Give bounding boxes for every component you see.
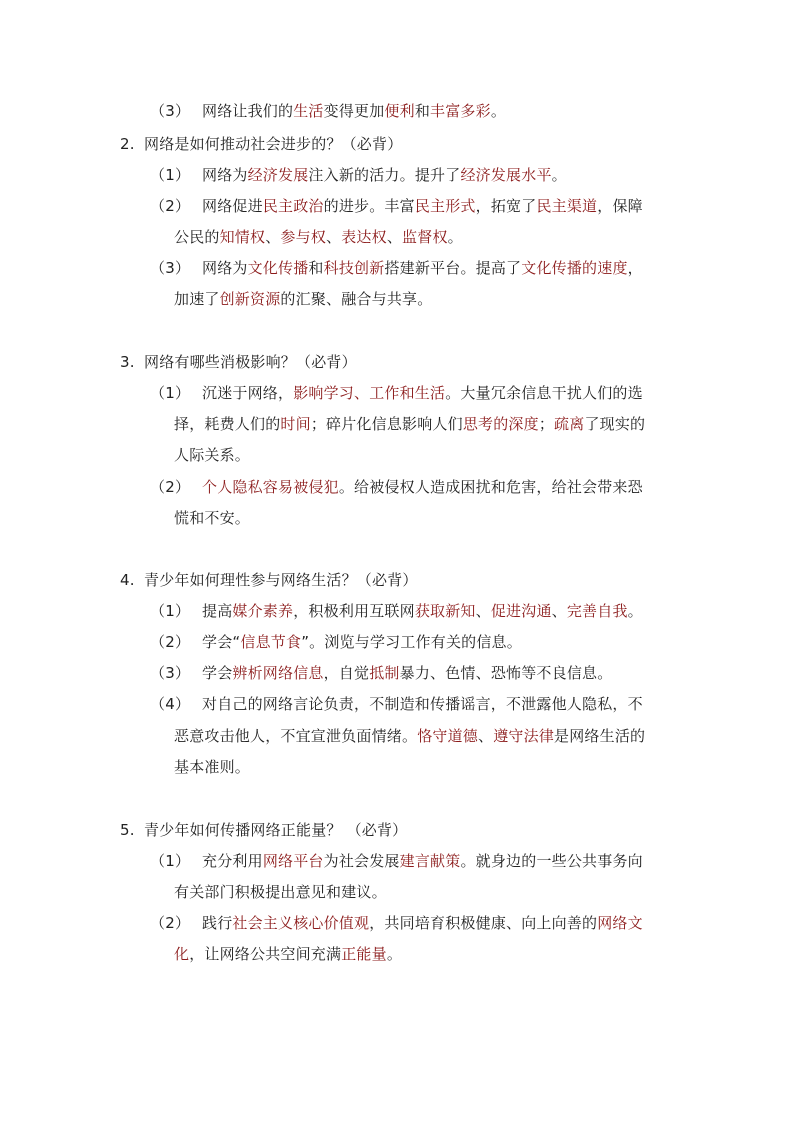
key-term: 获取新知 (414, 602, 476, 620)
text: 学会 (202, 664, 233, 682)
text: 基本准则。 (174, 758, 251, 776)
question-number: 2. (120, 135, 135, 153)
text: 。给被侵权人造成困扰和危害，给社会带来恐 (338, 478, 643, 496)
key-term: 完善自我 (566, 602, 628, 620)
text: 提高 (202, 602, 233, 620)
text: ； (538, 415, 555, 433)
text: 充分利用 (202, 852, 263, 870)
text: ，共同培育积极健康、向上向善的 (369, 914, 598, 932)
key-term: 促进沟通 (490, 602, 552, 620)
item-number: （3） (150, 664, 191, 682)
question-number: 3. (120, 353, 135, 371)
text: 。 (386, 945, 403, 963)
text: 网络促进 (202, 197, 263, 215)
text: 变得更加 (323, 102, 385, 120)
text: ，让网络公共空间充满 (189, 945, 342, 963)
q5-item-2 (150, 913, 643, 933)
q5-item-1-continued (174, 882, 387, 902)
item-number: （2） (150, 914, 191, 932)
text: 的汇聚、融合与共享。 (280, 290, 433, 308)
key-term: 经济发展 (247, 166, 309, 184)
item-number: （1） (150, 166, 191, 184)
key-term: 个人隐私容易被侵犯 (202, 478, 339, 496)
item-number: （3） (150, 259, 191, 277)
text: 、 (326, 228, 342, 246)
q1-item-3 (150, 101, 506, 121)
key-term: 辨析网络信息 (232, 664, 324, 682)
question-3-heading (120, 352, 357, 372)
key-term: 民主渠道 (536, 197, 598, 215)
q3-item-1-continued (174, 414, 645, 434)
text: 注入新的活力。提升了 (308, 166, 461, 184)
item-number: （1） (150, 602, 191, 620)
text: 了现实的 (584, 415, 646, 433)
text: 是网络生活的 (554, 727, 646, 745)
text: 、 (265, 228, 281, 246)
q4-item-4-continued (174, 726, 645, 746)
key-term: 社会主义核心价值观 (232, 914, 370, 932)
text: 有关部门积极提出意见和建议。 (174, 883, 387, 901)
q2-item-3-continued (174, 289, 432, 309)
q3-item-2 (150, 477, 643, 497)
text: 对自己的网络言论负责，不制造和传播谣言，不泄露他人隐私，不 (202, 695, 643, 713)
text: 择，耗费人们的 (174, 415, 281, 433)
key-term: 思考的深度 (462, 415, 539, 433)
key-term: 时间 (280, 415, 311, 433)
key-term: 抵制 (369, 664, 400, 682)
key-term: 民主政治 (262, 197, 324, 215)
key-term: 遵守法律 (493, 727, 555, 745)
key-term: 民主形式 (414, 197, 476, 215)
q2-item-1 (150, 165, 567, 185)
key-term: 化 (174, 945, 190, 963)
question-text: 网络是如何推动社会进步的？（必背） (144, 135, 403, 153)
key-term: 监督权 (402, 228, 448, 246)
text: 暴力、色情、恐怖等不良信息。 (399, 664, 613, 682)
text: 恶意攻击他人，不宜宣泄负面情绪。 (174, 727, 418, 745)
q2-item-2 (150, 196, 643, 216)
text: 。大量冗余信息干扰人们的选 (445, 384, 643, 402)
item-number: （1） (150, 384, 191, 402)
key-term: 网络文 (597, 914, 643, 932)
text: 加速了 (174, 290, 220, 308)
key-term: 媒介素养 (232, 602, 294, 620)
key-term: 表达权 (341, 228, 387, 246)
question-text: 青少年如何传播网络正能量？ （必背） (144, 821, 408, 839)
text: 践行 (202, 914, 233, 932)
q4-item-4-continued-2 (174, 757, 250, 777)
key-term: 网络平台 (262, 852, 324, 870)
key-term: 文化传播的速度 (521, 259, 628, 277)
text: 网络让我们的 (202, 102, 294, 120)
key-term: 便利 (384, 102, 415, 120)
item-number: （1） (150, 852, 191, 870)
item-number: （4） (150, 695, 191, 713)
q4-item-3 (150, 663, 612, 683)
text: 、 (551, 602, 567, 620)
key-term: 科技创新 (323, 259, 385, 277)
question-text: 青少年如何理性参与网络生活？（必背） (144, 571, 418, 589)
question-number: 4. (120, 571, 135, 589)
item-number: （2） (150, 633, 191, 651)
key-term: 疏离 (554, 415, 585, 433)
item-number: （2） (150, 197, 191, 215)
text: 。 (627, 602, 643, 620)
text: 和 (414, 102, 431, 120)
question-2-heading (120, 134, 402, 154)
text: 学会“ (202, 633, 241, 651)
text: 网络为 (202, 166, 248, 184)
text: 沉迷于网络， (202, 384, 294, 402)
text: ，积极利用互联网 (293, 602, 415, 620)
text: 。 (447, 228, 463, 246)
key-term: 恪守道德 (417, 727, 479, 745)
text: 。 (490, 102, 507, 120)
text: 网络为 (202, 259, 248, 277)
key-term: 参与权 (280, 228, 327, 246)
text: 。就身边的一些公共事务向 (460, 852, 643, 870)
q4-item-2 (150, 632, 522, 652)
text: 、 (386, 228, 403, 246)
key-term: 生活 (293, 102, 324, 120)
text: 和 (308, 259, 324, 277)
question-4-heading (120, 570, 418, 590)
key-term: 文化传播 (247, 259, 309, 277)
text: 为社会发展 (323, 852, 400, 870)
text: 人际关系。 (174, 446, 251, 464)
text: 搭建新平台。提高了 (384, 259, 522, 277)
text: ”。浏览与学习工作有关的信息。 (301, 633, 522, 651)
key-term: 建言献策 (399, 852, 461, 870)
text: ，拓宽了 (475, 197, 537, 215)
text: 公民的 (174, 228, 220, 246)
text: ，保障 (597, 197, 643, 215)
q3-item-1-continued-2 (174, 445, 250, 465)
q2-item-3 (150, 258, 643, 278)
key-term: 经济发展水平 (460, 166, 552, 184)
key-term: 信息节食 (240, 633, 302, 651)
key-term: 影响学习、工作和生活 (293, 384, 446, 402)
key-term: 创新资源 (219, 290, 281, 308)
key-term: 正能量 (341, 945, 387, 963)
text: 。 (551, 166, 567, 184)
q3-item-2-continued (174, 508, 250, 528)
q5-item-2-continued (174, 944, 402, 964)
q4-item-4 (150, 694, 643, 714)
item-number: （2） (150, 478, 191, 496)
q5-item-1 (150, 851, 643, 871)
text: ；碎片化信息影响人们 (310, 415, 463, 433)
item-number: （3） (150, 102, 191, 120)
text: 、 (478, 727, 494, 745)
text: ， (627, 259, 643, 277)
text: 、 (475, 602, 491, 620)
question-5-heading (120, 820, 407, 840)
key-term: 知情权 (219, 228, 266, 246)
q3-item-1 (150, 383, 643, 403)
q4-item-1 (150, 601, 643, 621)
key-term: 丰富多彩 (430, 102, 491, 120)
text: 慌和不安。 (174, 509, 251, 527)
question-text: 网络有哪些消极影响？（必背） (144, 353, 357, 371)
question-number: 5. (120, 821, 135, 839)
q2-item-2-continued (174, 227, 463, 247)
text: 的进步。丰富 (323, 197, 415, 215)
text: ，自觉 (323, 664, 370, 682)
